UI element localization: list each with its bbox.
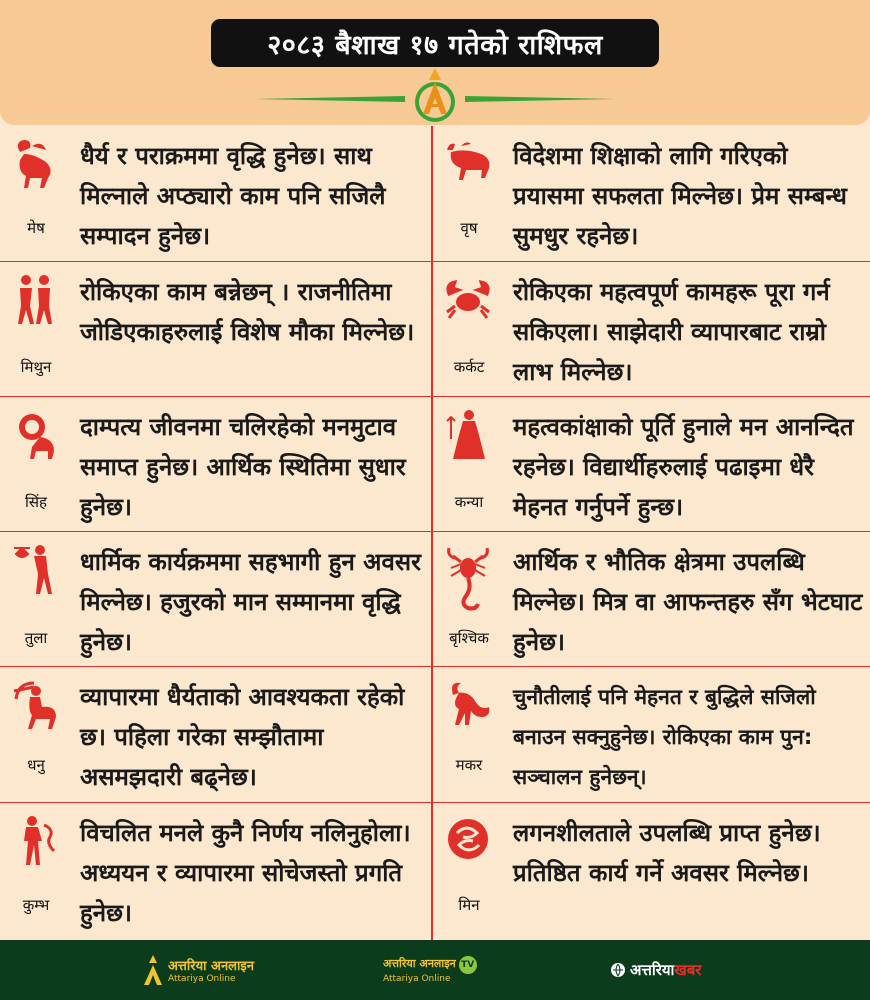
page-title: २०८३ बैशाख १७ गतेको राशिफल bbox=[211, 19, 659, 67]
virgo-icon bbox=[443, 407, 493, 463]
sign-name: मेष bbox=[27, 219, 45, 237]
footer bbox=[0, 940, 870, 1000]
sign-card-libra bbox=[0, 532, 431, 667]
sagittarius-icon bbox=[10, 677, 60, 733]
sign-forecast: व्यापारमा धैर्यताको आवश्यकता रहेको छ। पहिला गरेका सम्झौतामा असमझदारी बढ्नेछ। bbox=[80, 683, 405, 791]
leo-icon bbox=[10, 407, 60, 463]
globe-icon bbox=[610, 962, 626, 978]
attariya-online-tv-logo[interactable] bbox=[383, 950, 477, 990]
sign-forecast: धैर्य र पराक्रममा वृद्धि हुनेछ। साथ मिल्नाले अप्ठ्यारो काम पनि सजिलै सम्पादन हुनेछ। bbox=[80, 142, 386, 250]
sign-name: मिथुन bbox=[20, 358, 52, 376]
sign-forecast: दाम्पत्य जीवनमा चलिरहेको मनमुटाव समाप्त हुनेछ। आर्थिक स्थितिमा सुधार हुनेछ। bbox=[80, 413, 406, 521]
sign-forecast: महत्वकांक्षाको पूर्ति हुनाले मन आनन्दित रहनेछ। विद्यार्थीहरुलाई पढाइमा धेरै मेहनत गर्नुपर्ने हुन्छ। bbox=[513, 413, 854, 521]
sign-forecast: विदेशमा शिक्षाको लागि गरिएको प्रयासमा सफलता मिल्नेछ। प्रेम सम्बन्ध सुमधुर रहनेछ। bbox=[513, 142, 847, 250]
taurus-icon bbox=[443, 136, 493, 192]
libra-icon bbox=[10, 542, 60, 598]
logo-subtitle: Attariya Online bbox=[383, 974, 451, 984]
sign-forecast: रोकिएका महत्वपूर्ण कामहरू पूरा गर्न सकिएला। साझेदारी व्यापारबाट राम्रो लाभ मिल्नेछ। bbox=[513, 278, 830, 386]
tv-badge: TV bbox=[459, 956, 477, 974]
logo-name: अत्तरिया bbox=[630, 961, 675, 979]
sign-forecast: चुनौतीलाई पनि मेहनत र बुद्धिले सजिलो बनाउन सक्नुहुनेछ। रोकिएका काम पुन: सञ्चालन हुनेछन्। bbox=[513, 685, 816, 789]
sign-name: मिन bbox=[458, 896, 480, 914]
cancer-icon bbox=[443, 272, 493, 328]
pisces-icon bbox=[443, 813, 493, 869]
sign-forecast: आर्थिक र भौतिक क्षेत्रमा उपलब्धि मिल्नेछ। मित्र वा आफन्तहरु सँग भेटघाट हुनेछ। bbox=[513, 548, 863, 656]
sign-card-pisces bbox=[433, 803, 870, 938]
sign-name: धनु bbox=[27, 756, 45, 774]
sign-card-virgo bbox=[433, 397, 870, 532]
sign-name: बृश्चिक bbox=[449, 629, 489, 647]
sign-name: वृष bbox=[460, 219, 478, 237]
attariya-online-logo[interactable] bbox=[142, 950, 254, 990]
sign-card-taurus bbox=[433, 126, 870, 261]
sign-card-cancer bbox=[433, 262, 870, 397]
sign-name: कर्कट bbox=[453, 358, 485, 376]
logo-name: अत्तरिया अनलाइन bbox=[383, 957, 456, 970]
sign-card-sagittarius bbox=[0, 667, 431, 802]
sign-forecast: लगनशीलताले उपलब्धि प्राप्त हुनेछ। प्रतिष्ठित कार्य गर्ने अवसर मिल्नेछ। bbox=[513, 819, 821, 887]
scorpio-icon bbox=[443, 542, 493, 612]
sign-name: कन्या bbox=[454, 493, 484, 511]
sign-card-scorpio bbox=[433, 532, 870, 667]
sign-card-aquarius bbox=[0, 803, 431, 938]
sign-card-leo bbox=[0, 397, 431, 532]
aries-icon bbox=[10, 136, 60, 192]
capricorn-icon bbox=[443, 677, 493, 733]
sign-name: तुला bbox=[24, 629, 48, 647]
sign-forecast: विचलित मनले कुनै निर्णय नलिनुहोला। अध्ययन र व्यापारमा सोचेजस्तो प्रगति हुनेछ। bbox=[80, 819, 411, 927]
sign-card-aries bbox=[0, 126, 431, 261]
sign-name: कुम्भ bbox=[22, 896, 50, 914]
sign-forecast: रोकिएका काम बन्नेछन् । राजनीतिमा जोडिएकाहरुलाई विशेष मौका मिल्नेछ। bbox=[80, 278, 415, 346]
brand-a-icon bbox=[142, 955, 164, 985]
logo-subtitle: Attariya Online bbox=[168, 974, 236, 984]
sign-forecast: धार्मिक कार्यक्रममा सहभागी हुन अवसर मिल्नेछ। हजुरको मान सम्मानमा वृद्धि हुनेछ। bbox=[80, 548, 421, 656]
sign-name: मकर bbox=[455, 756, 483, 774]
attariya-khabar-logo[interactable] bbox=[610, 950, 701, 990]
logo-name: अत्तरिया अनलाइन bbox=[168, 959, 254, 974]
brand-emblem-icon bbox=[255, 66, 615, 124]
logo-name-accent: खबर bbox=[674, 961, 702, 979]
aquarius-icon bbox=[10, 813, 60, 869]
sign-name: सिंह bbox=[25, 493, 47, 511]
gemini-icon bbox=[10, 272, 60, 328]
sign-card-gemini bbox=[0, 262, 431, 397]
sign-card-capricorn bbox=[433, 667, 870, 802]
